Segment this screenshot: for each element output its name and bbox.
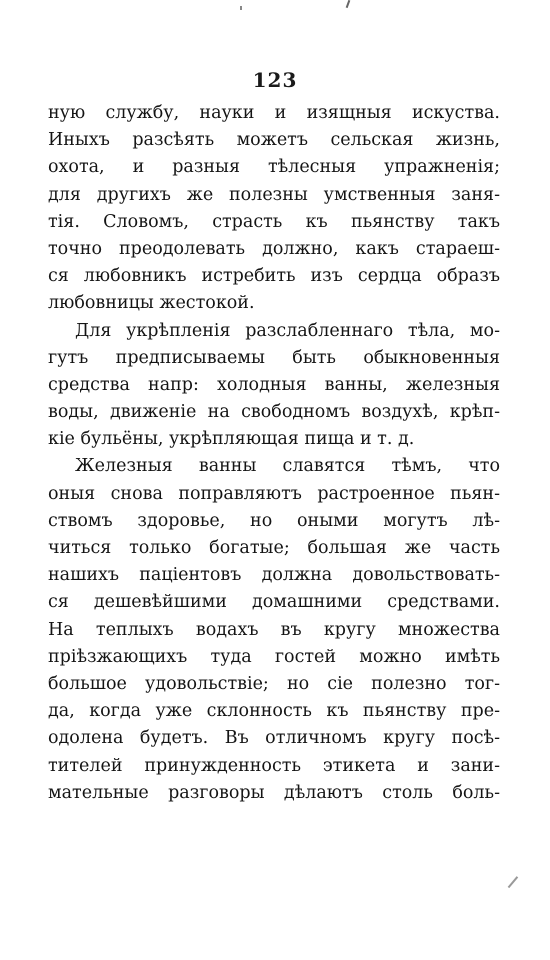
text-line: Железныя ванны славятся тѣмъ, что [75,456,500,477]
text-line: ся дешевѣйшими домашними средствами. [48,592,500,613]
text-line: средства напр: холодныя ванны, железныя [48,374,500,395]
text-line: для другихъ же полезны умственныя заня- [48,184,500,205]
body-text [48,100,500,807]
text-line: одолена будетъ. Въ отличномъ кругу посѣ- [48,728,500,749]
text-line: да, когда уже склонность къ пьянству пре- [48,701,500,722]
text-line: большое удовольствіе; но сіе полезно тог- [48,673,500,694]
text-line: ную службу, науки и изящныя искуства. [48,103,500,123]
text-line: пріѣзжающихъ туда гостей можно имѣть [48,646,500,667]
text-line: ствомъ здоровье, но оными могутъ лѣ- [48,510,500,531]
ink-mark [346,0,351,8]
text-line: мательные разговоры дѣлаютъ столь боль- [48,782,500,803]
text-line: На теплыхъ водахъ въ кругу множества [48,619,500,640]
text-line: гутъ предписываемы быть обыкновенныя [48,347,500,368]
text-line: тителей принужденность этикета и зани- [48,755,500,776]
text-line: оныя снова поправляютъ растроенное пьян- [48,483,500,504]
ink-mark [508,876,518,888]
text-line: нашихъ паціентовъ должна довольствовать- [48,565,500,586]
page-number: 123 [252,68,298,92]
text-line: тія. Словомъ, страсть къ пьянству такъ [48,211,500,232]
ink-speck [240,6,242,10]
text-line: воды, движеніе на свободномъ воздухѣ, крѣп- [48,402,500,423]
text-line: ся любовникъ истребить изъ сердца образъ [48,266,500,287]
text-line: Для укрѣпленія разслабленнаго тѣла, мо- [75,320,500,341]
text-line: точно преодолевать должно, какъ стараеш- [48,238,500,259]
text-line: охота, и разныя тѣлесныя упражненія; [48,157,500,178]
text-line: Иныхъ разсѣять можетъ сельская жизнь, [48,130,500,151]
text-line: любовницы жестокой. [48,293,255,314]
text-line: кіе бульёны, укрѣпляющая пища и т. д. [48,429,415,450]
text-line: читься только богатые; большая же часть [48,538,500,558]
